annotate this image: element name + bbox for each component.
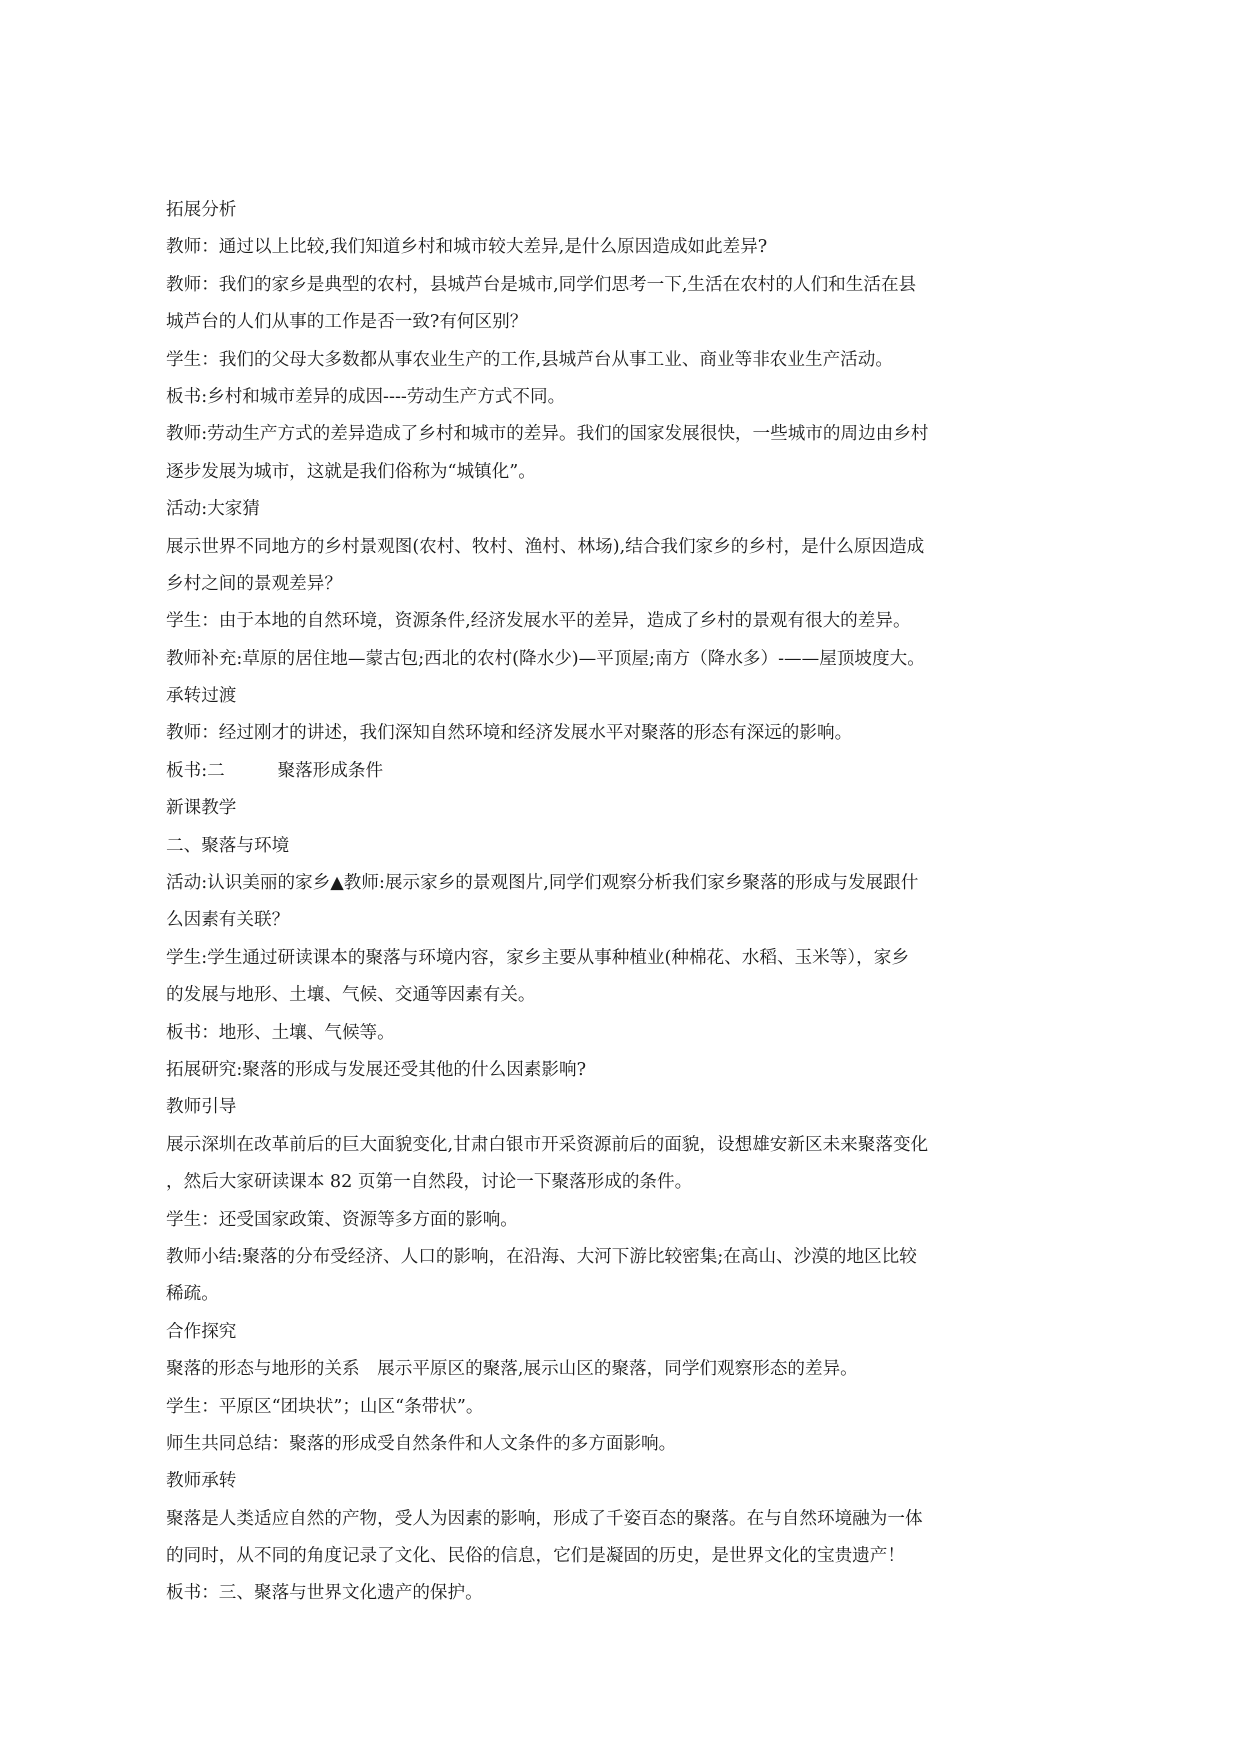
paragraph-line: 聚落的形态与地形的关系 展示平原区的聚落,展示山区的聚落，同学们观察形态的差异。 (166, 1359, 858, 1380)
paragraph-line: ，然后大家研读课本 82 页第一自然段，讨论一下聚落形成的条件。 (166, 1172, 693, 1193)
section-heading-teacher-guidance: 教师引导 (166, 1097, 237, 1118)
section-heading-settlement-environment: 二、聚落与环境 (166, 835, 290, 856)
paragraph-line: 师生共同总结：聚落的形成受自然条件和人文条件的多方面影响。 (166, 1433, 677, 1454)
paragraph-line: 教师:劳动生产方式的差异造成了乡村和城市的差异。我们的国家发展很快，一些城市的周边由乡村 (166, 424, 929, 445)
paragraph-line: 稀疏。 (166, 1284, 219, 1305)
paragraph-line: 拓展研究:聚落的形成与发展还受其他的什么因素影响? (166, 1059, 587, 1080)
paragraph-line: 教师小结:聚落的分布受经济、人口的影响，在沿海、大河下游比较密集;在高山、沙漠的地区比较 (166, 1246, 917, 1267)
paragraph-line: 学生：平原区“团块状”；山区“条带状”。 (166, 1396, 484, 1417)
paragraph-line: 板书：地形、土壤、气候等。 (166, 1022, 395, 1043)
section-heading-transition: 承转过渡 (166, 686, 237, 707)
paragraph-line: 学生：我们的父母大多数都从事农业生产的工作,县城芦台从事工业、商业等非农业生产活动。 (166, 349, 893, 370)
section-heading-cooperative-inquiry: 合作探究 (166, 1321, 237, 1342)
paragraph-line: 学生:学生通过研读课本的聚落与环境内容，家乡主要从事种植业(种棉花、水稻、玉米等），家乡 (166, 947, 909, 968)
paragraph-line: 学生：还受国家政策、资源等多方面的影响。 (166, 1209, 518, 1230)
paragraph-line: 活动:认识美丽的家乡▲教师:展示家乡的景观图片,同学们观察分析我们家乡聚落的形成与发展跟什 (166, 873, 919, 894)
paragraph-line: 教师：我们的家乡是典型的农村，县城芦台是城市,同学们思考一下,生活在农村的人们和生活在县 (166, 274, 917, 295)
paragraph-line: 板书:二 聚落形成条件 (166, 760, 384, 781)
paragraph-line: 的发展与地形、土壤、气候、交通等因素有关。 (166, 985, 536, 1006)
paragraph-line: 教师：通过以上比较,我们知道乡村和城市较大差异,是什么原因造成如此差异? (166, 237, 768, 258)
paragraph-line: 教师补充:草原的居住地—蒙古包;西北的农村(降水少)—平顶屋;南方（降水多）-——屋顶坡度大。 (166, 648, 925, 669)
paragraph-line: 聚落是人类适应自然的产物，受人为因素的影响，形成了千姿百态的聚落。在与自然环境融为一体 (166, 1508, 923, 1529)
paragraph-line: 逐步发展为城市，这就是我们俗称为“城镇化”。 (166, 461, 536, 482)
section-heading-teacher-transition: 教师承转 (166, 1471, 237, 1492)
paragraph-line: 展示深圳在改革前后的巨大面貌变化,甘肃白银市开采资源前后的面貌，设想雄安新区未来聚落变化 (166, 1134, 929, 1155)
document-page (166, 192, 1076, 1613)
paragraph-line: 教师：经过刚才的讲述，我们深知自然环境和经济发展水平对聚落的形态有深远的影响。 (166, 723, 853, 744)
paragraph-line: 学生：由于本地的自然环境，资源条件,经济发展水平的差异，造成了乡村的景观有很大的差异。 (166, 611, 911, 632)
paragraph-line: 板书：三、聚落与世界文化遗产的保护。 (166, 1583, 483, 1604)
paragraph-line: 城芦台的人们从事的工作是否一致?有何区别？ (166, 312, 528, 333)
paragraph-line: 板书:乡村和城市差异的成因----劳动生产方式不同。 (166, 386, 566, 407)
section-heading-activity: 活动:大家猜 (166, 499, 260, 520)
paragraph-line: 的同时，从不同的角度记录了文化、民俗的信息，它们是凝固的历史，是世界文化的宝贵遗产！ (166, 1546, 905, 1567)
paragraph-line: 展示世界不同地方的乡村景观图(农村、牧村、渔村、林场),结合我们家乡的乡村，是什么原因造成 (166, 536, 925, 557)
paragraph-line: 乡村之间的景观差异？ (166, 573, 342, 594)
paragraph-line: 么因素有关联？ (166, 910, 290, 931)
section-heading-expansion-analysis: 拓展分析 (166, 200, 237, 220)
section-heading-new-lesson: 新课教学 (166, 798, 237, 819)
